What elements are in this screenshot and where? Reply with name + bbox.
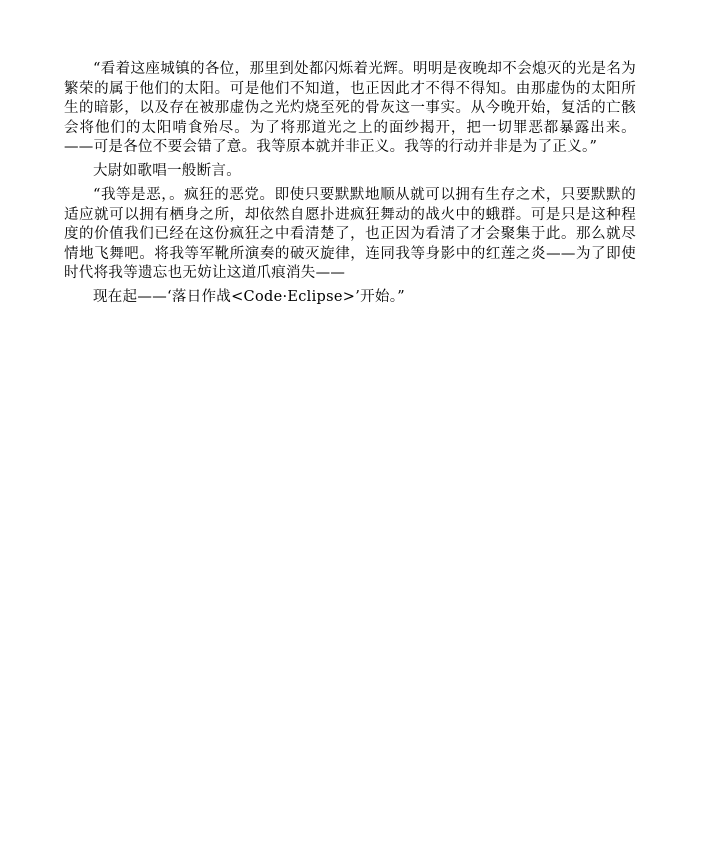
paragraph-operation-start: 现在起——‘落日作战<Code·Eclipse>’开始。” <box>93 288 405 305</box>
paragraph-narration: 大尉如歌唱一般断言。 <box>93 162 241 179</box>
document-body <box>64 60 636 311</box>
paragraph-speech-continued: “我等是恶，。疯狂的恶党。即使只要默默地顺从就可以拥有生存之术，只要默默的适应就可以拥有栖身之所，却依然自愿扑进疯狂舞动的战火中的蛾群。可是只是这种程度的价值我们已经在这份疯狂之中看清楚了，也正因为看清了才会聚集于此。那么就尽情地飞舞吧。将我等军靴所演奏的破灭旋律，连同我等身影中的红莲之炎——为了即使时代将我等遗忘也无妨让这道爪痕消失—— <box>64 187 636 281</box>
paragraph-speech-opening: “看着这座城镇的各位，那里到处都闪烁着光辉。明明是夜晚却不会熄灭的光是名为繁荣的属于他们的太阳。可是他们不知道，也正因此才不得不得知。由那虚伪的太阳所生的暗影，以及存在被那虚伪之光灼烧至死的骨灰这一事实。从今晚开始，复活的亡骸会将他们的太阳啃食殆尽。为了将那道光之上的面纱揭开，把一切罪恶都暴露出来。——可是各位不要会错了意。我等原本就并非正义。我等的行动并非是为了正义。” <box>64 61 636 155</box>
